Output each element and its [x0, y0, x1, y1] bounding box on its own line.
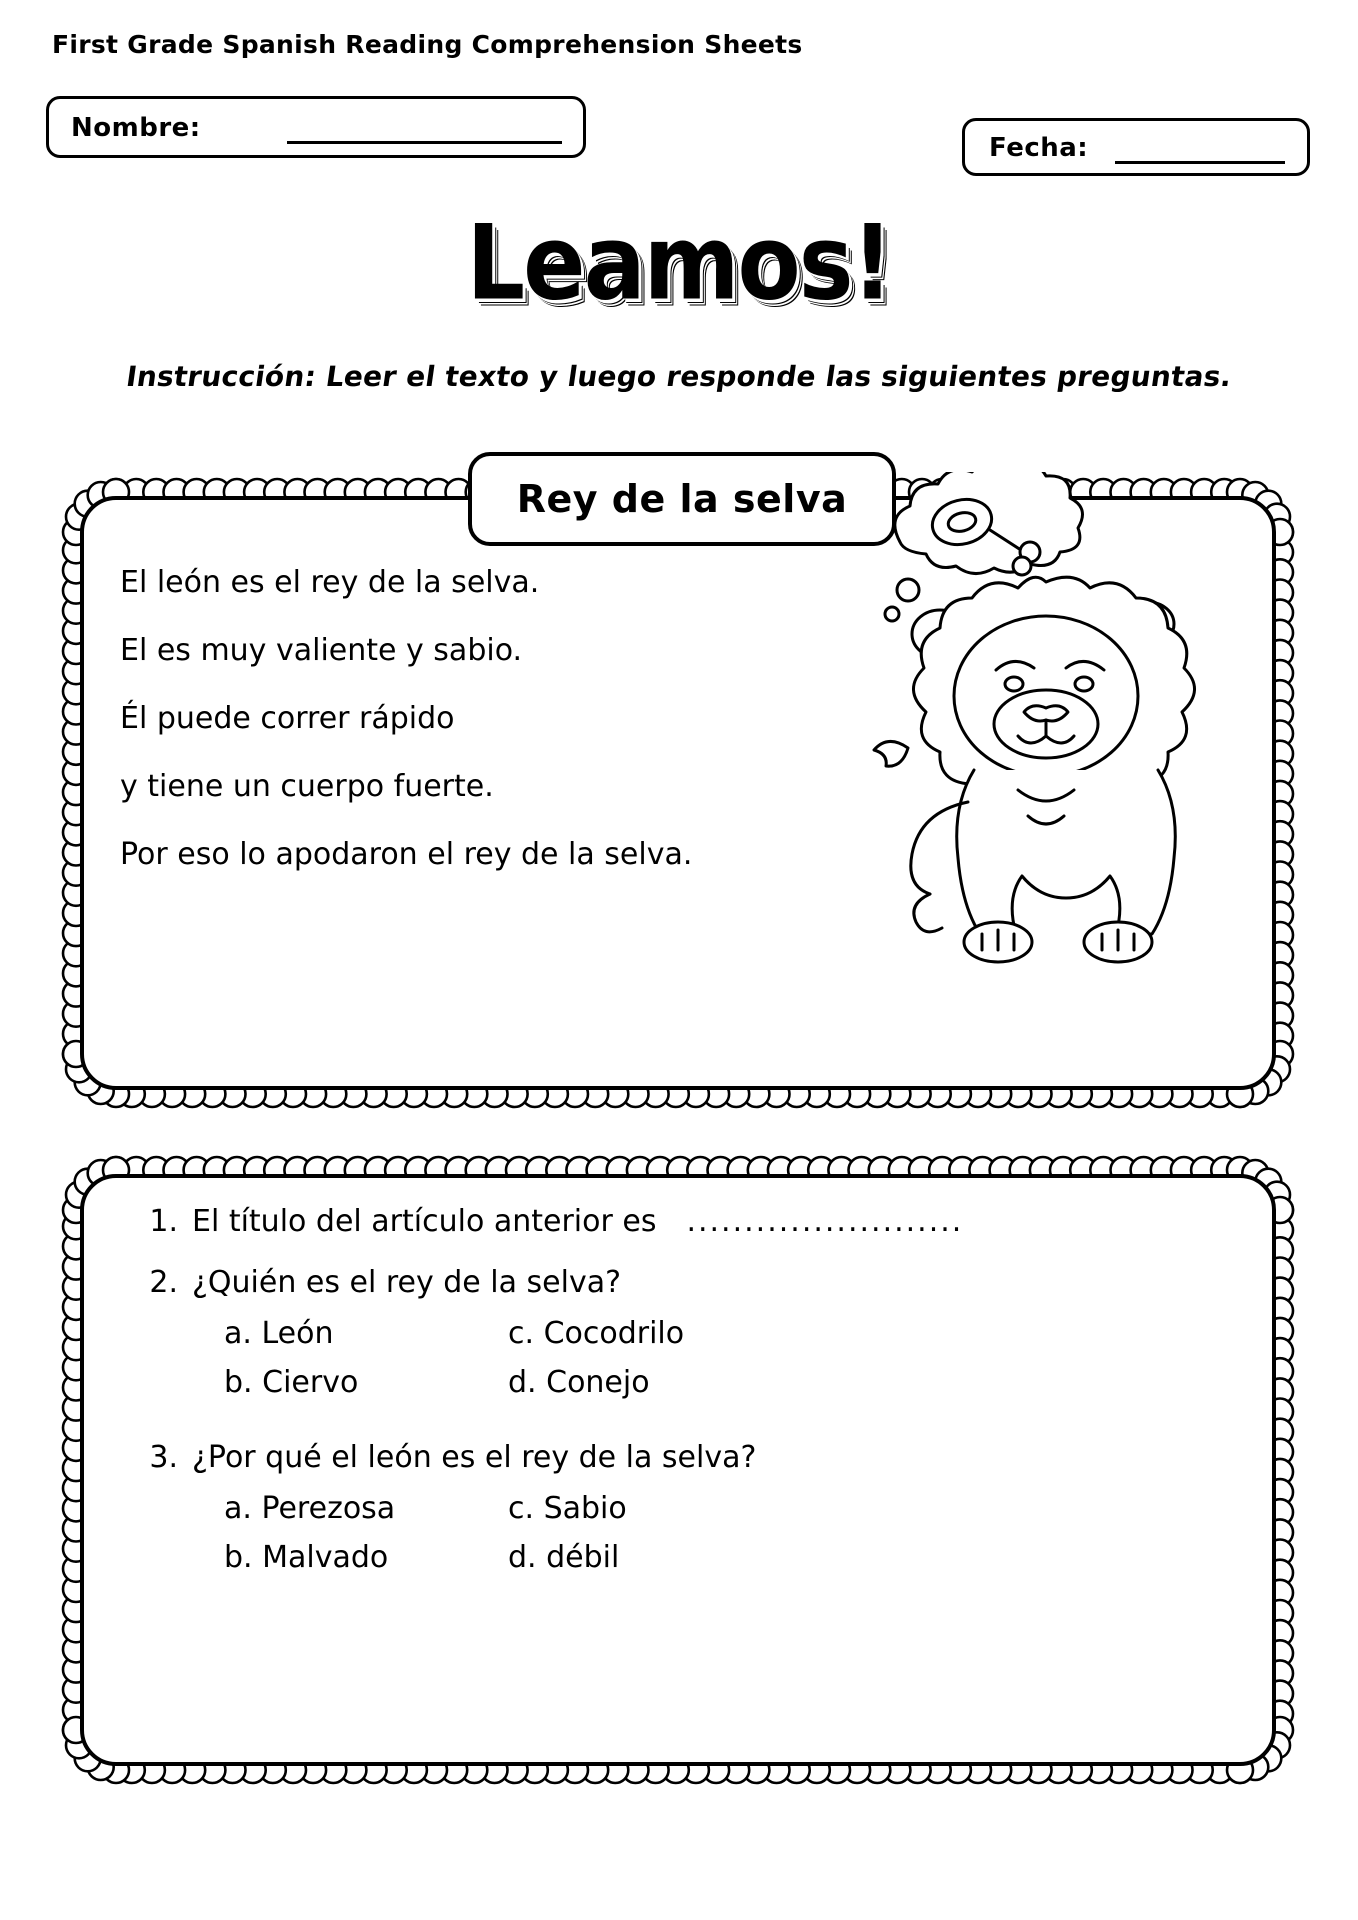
answer-blank[interactable]: ........................ [686, 1204, 964, 1239]
questions-list [124, 1204, 1254, 1615]
name-write-line[interactable] [287, 141, 562, 144]
question-text: ¿Por qué el león es el rey de la selva? [192, 1440, 757, 1475]
story-title-box [468, 452, 896, 546]
question-item [124, 1440, 1254, 1589]
story-line: Por eso lo apodaron el rey de la selva. [120, 837, 693, 872]
title-block [0, 203, 1358, 324]
answer-option[interactable]: d. débil [508, 1540, 620, 1575]
answer-option[interactable]: a. León [224, 1316, 334, 1351]
story-title: Rey de la selva [516, 477, 848, 521]
answer-option[interactable]: c. Sabio [508, 1491, 627, 1526]
story-panel [62, 478, 1294, 1108]
date-write-line[interactable] [1115, 161, 1285, 164]
answer-option[interactable]: c. Cocodrilo [508, 1316, 685, 1351]
question-item [124, 1204, 1254, 1239]
story-line: y tiene un cuerpo fuerte. [120, 769, 494, 804]
story-line: El es muy valiente y sabio. [120, 633, 523, 668]
story-line: El león es el rey de la selva. [120, 565, 540, 600]
questions-panel [62, 1156, 1294, 1784]
question-number: 2. [149, 1265, 178, 1300]
question-text: ¿Quién es el rey de la selva? [192, 1265, 622, 1300]
question-text: El título del artículo anterior es [192, 1204, 657, 1239]
date-field-box[interactable] [962, 118, 1310, 176]
date-label: Fecha: [989, 133, 1089, 163]
answer-option[interactable]: d. Conejo [508, 1365, 650, 1400]
story-line: Él puede correr rápido [120, 701, 455, 736]
answer-options [124, 1316, 1254, 1414]
instruction-text: Instrucción: Leer el texto y luego responde las siguientes preguntas. [124, 360, 1234, 393]
story-text [120, 565, 860, 908]
name-label: Nombre: [71, 113, 201, 143]
question-item [124, 1265, 1254, 1414]
page-title: First Grade Spanish Reading Comprehension Sheets [52, 30, 803, 59]
question-number: 1. [149, 1204, 178, 1239]
answer-options [124, 1491, 1254, 1589]
name-field-box[interactable] [46, 96, 586, 158]
answer-option[interactable]: a. Perezosa [224, 1491, 396, 1526]
answer-option[interactable]: b. Ciervo [224, 1365, 359, 1400]
lion-thinking-of-meat-icon [870, 472, 1300, 992]
worksheet-title: Leamos! [466, 203, 892, 324]
answer-option[interactable]: b. Malvado [224, 1540, 389, 1575]
question-number: 3. [149, 1440, 178, 1475]
